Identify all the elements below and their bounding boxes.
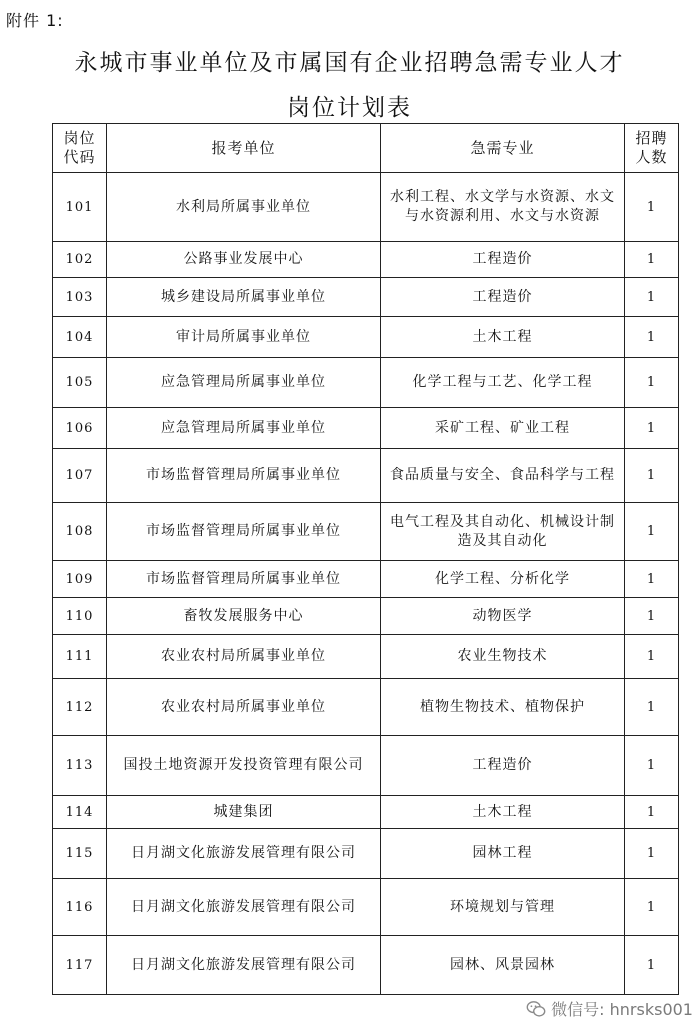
- count-cell: 1: [625, 936, 679, 995]
- major-cell: 园林、风景园林: [381, 936, 625, 995]
- table-row: [53, 736, 679, 796]
- major-cell: 动物医学: [381, 598, 625, 635]
- code-cell: 114: [53, 796, 107, 829]
- unit-cell: 国投土地资源开发投资管理有限公司: [107, 736, 381, 796]
- table-row: [53, 879, 679, 936]
- unit-cell: 应急管理局所属事业单位: [107, 408, 381, 449]
- code-cell: 107: [53, 449, 107, 503]
- code-cell: 104: [53, 317, 107, 358]
- count-cell: 1: [625, 736, 679, 796]
- major-cell: 园林工程: [381, 829, 625, 879]
- count-cell: 1: [625, 449, 679, 503]
- code-cell: 112: [53, 679, 107, 736]
- code-cell: 116: [53, 879, 107, 936]
- table-row: [53, 317, 679, 358]
- watermark-text: 微信号: hnrsks001: [551, 1000, 693, 1019]
- unit-cell: 应急管理局所属事业单位: [107, 358, 381, 408]
- code-cell: 115: [53, 829, 107, 879]
- table-row: [53, 449, 679, 503]
- header-count: [625, 124, 679, 173]
- major-cell: 工程造价: [381, 242, 625, 278]
- code-cell: 111: [53, 635, 107, 679]
- unit-cell: 公路事业发展中心: [107, 242, 381, 278]
- table-row: [53, 829, 679, 879]
- major-cell: 农业生物技术: [381, 635, 625, 679]
- unit-cell: 市场监督管理局所属事业单位: [107, 449, 381, 503]
- watermark: [525, 997, 693, 1020]
- header-code: [53, 124, 107, 173]
- table-row: [53, 679, 679, 736]
- header-unit: 报考单位: [107, 124, 381, 173]
- unit-cell: 农业农村局所属事业单位: [107, 679, 381, 736]
- unit-cell: 市场监督管理局所属事业单位: [107, 561, 381, 598]
- unit-cell: 城乡建设局所属事业单位: [107, 278, 381, 317]
- header-major: 急需专业: [381, 124, 625, 173]
- count-cell: 1: [625, 796, 679, 829]
- major-cell: 采矿工程、矿业工程: [381, 408, 625, 449]
- count-cell: 1: [625, 408, 679, 449]
- header-code-line2: 代码: [63, 148, 96, 166]
- unit-cell: 市场监督管理局所属事业单位: [107, 503, 381, 561]
- major-cell: 土木工程: [381, 796, 625, 829]
- code-cell: 117: [53, 936, 107, 995]
- major-cell: 工程造价: [381, 278, 625, 317]
- code-cell: 113: [53, 736, 107, 796]
- count-cell: 1: [625, 829, 679, 879]
- header-count-line1: 招聘: [635, 129, 668, 147]
- major-cell: 水利工程、水文学与水资源、水文与水资源利用、水文与水资源: [381, 173, 625, 242]
- code-cell: 101: [53, 173, 107, 242]
- unit-cell: 日月湖文化旅游发展管理有限公司: [107, 936, 381, 995]
- count-cell: 1: [625, 635, 679, 679]
- count-cell: 1: [625, 503, 679, 561]
- unit-cell: 农业农村局所属事业单位: [107, 635, 381, 679]
- header-count-line2: 人数: [635, 148, 668, 166]
- count-cell: 1: [625, 242, 679, 278]
- count-cell: 1: [625, 173, 679, 242]
- unit-cell: 日月湖文化旅游发展管理有限公司: [107, 829, 381, 879]
- major-cell: 化学工程与工艺、化学工程: [381, 358, 625, 408]
- table-row: [53, 598, 679, 635]
- code-cell: 109: [53, 561, 107, 598]
- unit-cell: 城建集团: [107, 796, 381, 829]
- table-row: [53, 408, 679, 449]
- header-code-line1: 岗位: [63, 129, 96, 147]
- count-cell: 1: [625, 278, 679, 317]
- table-row: [53, 936, 679, 995]
- table-row: [53, 358, 679, 408]
- table-row: [53, 278, 679, 317]
- major-cell: 植物生物技术、植物保护: [381, 679, 625, 736]
- table-row: [53, 796, 679, 829]
- code-cell: 108: [53, 503, 107, 561]
- header-row: [53, 124, 679, 173]
- major-cell: 化学工程、分析化学: [381, 561, 625, 598]
- count-cell: 1: [625, 358, 679, 408]
- document-title-line2: 岗位计划表: [287, 95, 412, 121]
- count-cell: 1: [625, 317, 679, 358]
- count-cell: 1: [625, 679, 679, 736]
- major-cell: 环境规划与管理: [381, 879, 625, 936]
- table-row: [53, 503, 679, 561]
- table-body: [53, 173, 679, 995]
- unit-cell: 畜牧发展服务中心: [107, 598, 381, 635]
- position-plan-table: [52, 123, 679, 995]
- code-cell: 103: [53, 278, 107, 317]
- table-row: [53, 561, 679, 598]
- table-row: [53, 242, 679, 278]
- count-cell: 1: [625, 598, 679, 635]
- major-cell: 食品质量与安全、食品科学与工程: [381, 449, 625, 503]
- unit-cell: 日月湖文化旅游发展管理有限公司: [107, 879, 381, 936]
- code-cell: 106: [53, 408, 107, 449]
- table-row: [53, 173, 679, 242]
- wechat-icon: [525, 998, 547, 1020]
- code-cell: 102: [53, 242, 107, 278]
- table-row: [53, 635, 679, 679]
- major-cell: 工程造价: [381, 736, 625, 796]
- attachment-label: 附件 1:: [6, 11, 64, 30]
- unit-cell: 水利局所属事业单位: [107, 173, 381, 242]
- count-cell: 1: [625, 879, 679, 936]
- code-cell: 105: [53, 358, 107, 408]
- code-cell: 110: [53, 598, 107, 635]
- unit-cell: 审计局所属事业单位: [107, 317, 381, 358]
- document-title-line1: 永城市事业单位及市属国有企业招聘急需专业人才: [74, 50, 625, 76]
- major-cell: 电气工程及其自动化、机械设计制造及其自动化: [381, 503, 625, 561]
- count-cell: 1: [625, 561, 679, 598]
- major-cell: 土木工程: [381, 317, 625, 358]
